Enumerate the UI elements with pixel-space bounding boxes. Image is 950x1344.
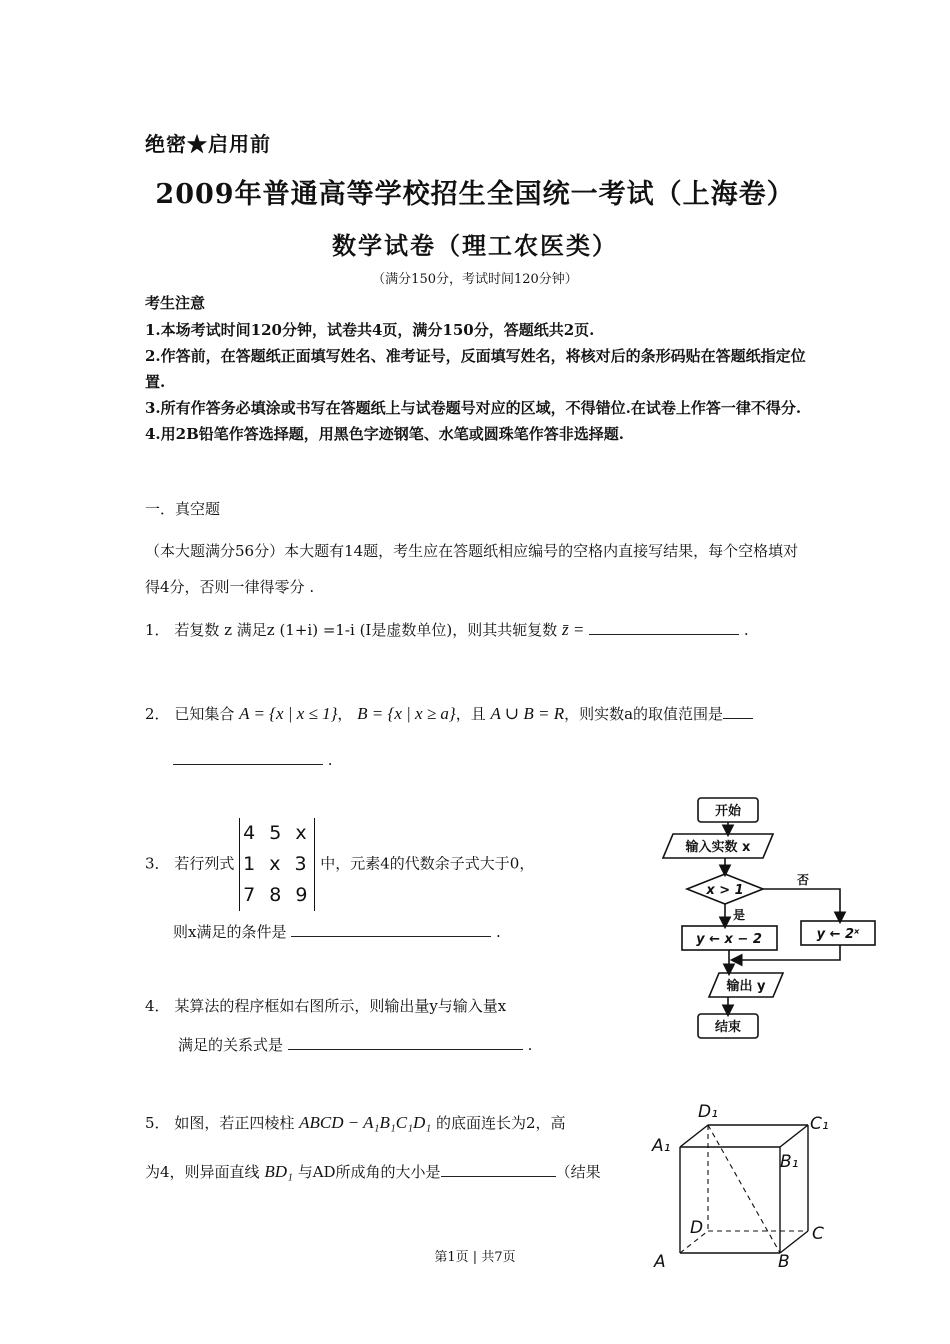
- flowchart-diagram: [655, 792, 885, 1047]
- page-footer: 第1页 | 共7页: [434, 1250, 516, 1265]
- vertex-c: C: [812, 1224, 824, 1244]
- math-set-b: B = {x | x ≥ a}: [357, 704, 456, 723]
- flow-output-label: 输出 y: [726, 979, 766, 994]
- question-end: .: [527, 1036, 533, 1054]
- det-row: 1 x 3: [243, 853, 311, 875]
- notice-item: 3.所有作答务必填涂或书写在答题纸上与试卷题号对应的区域，不得错位.在试卷上作答一律不得分.: [145, 399, 802, 417]
- math-conjugate: z̄ =: [561, 620, 585, 639]
- vertex-b1: B₁: [780, 1152, 799, 1172]
- question-5-cont: [145, 1160, 601, 1182]
- question-text: 则x满足的条件是: [173, 923, 287, 941]
- secret-label: 绝密★启用前: [145, 132, 271, 156]
- question-text: 如图，若正四棱柱: [174, 1114, 295, 1132]
- question-text: 某算法的程序框如右图所示，则输出量y与输入量x: [174, 997, 507, 1015]
- question-text: 与AD所成角的大小是: [297, 1163, 441, 1181]
- answer-blank[interactable]: [441, 1160, 556, 1177]
- question-text: 的底面连长为2，高: [435, 1114, 566, 1132]
- flow-no-branch-label: y ← 2ˣ: [816, 927, 860, 942]
- exam-subtitle: 数学试卷（理工农医类）: [332, 231, 618, 260]
- vertex-c1: C₁: [810, 1114, 829, 1134]
- vertex-d1: D₁: [698, 1102, 718, 1122]
- answer-blank[interactable]: [589, 618, 739, 635]
- question-text: （结果: [555, 1163, 601, 1181]
- flow-end-label: 结束: [714, 1020, 742, 1035]
- question-4-cont: [178, 1033, 532, 1055]
- math-union: A ∪ B = R: [490, 704, 565, 723]
- separator: ，: [337, 705, 353, 723]
- det-row: 4 5 x: [243, 822, 311, 844]
- edge: [780, 1125, 808, 1147]
- math-prism: ABCD − A₁B₁C₁D₁: [299, 1113, 432, 1132]
- section-intro: （本大题满分56分）本大题有14题，考生应在答题纸相应编号的空格内直接写结果，每个空格填对得4分，否则一律得零分 .: [145, 542, 799, 596]
- flow-yes-label: 是: [733, 908, 746, 922]
- edge: [680, 1125, 708, 1147]
- question-text: 若复数 z 满足z (1+i) =1-i (I是虚数单位)，则其共轭复数: [174, 621, 558, 639]
- flow-yes-branch-label: y ← x − 2: [696, 932, 762, 947]
- determinant: [239, 818, 315, 911]
- notice-item: 4.用2B铅笔作答选择题，用黑色字迹钢笔、水笔或圆珠笔作答非选择题.: [145, 425, 624, 443]
- question-4: [145, 995, 506, 1016]
- question-text: ，且: [455, 705, 486, 723]
- flow-arrow: [763, 889, 840, 921]
- question-text: 满足的关系式是: [178, 1036, 284, 1054]
- diagonal-bd1: [708, 1125, 780, 1253]
- question-text: 已知集合: [174, 705, 235, 723]
- question-3-cont: [173, 920, 501, 942]
- answer-blank[interactable]: [288, 1033, 523, 1050]
- question-2: [145, 702, 753, 724]
- question-5: [145, 1112, 566, 1133]
- question-text: 中，元素4的代数余子式大于0，: [320, 854, 535, 873]
- flow-input-label: 输入实数 x: [685, 840, 751, 855]
- question-3: [145, 818, 534, 911]
- question-number: 1．: [145, 621, 170, 639]
- question-number: 5．: [145, 1114, 170, 1132]
- answer-blank[interactable]: [723, 702, 753, 719]
- question-text: 为4，则异面直线: [145, 1163, 260, 1181]
- question-1: [145, 618, 749, 640]
- vertex-a: A: [654, 1252, 666, 1271]
- vertex-d: D: [690, 1218, 704, 1238]
- notice-heading: 考生注意: [145, 294, 206, 312]
- notice-item: 2.作答前，在答题纸正面填写姓名、准考证号，反面填写姓名，将核对后的条形码贴在答题纸指定位置.: [145, 347, 806, 391]
- prism-diagram: [650, 1095, 840, 1271]
- section-title: 一．真空题: [145, 500, 221, 518]
- vertex-b: B: [778, 1252, 790, 1271]
- notice-list: [145, 317, 810, 447]
- question-2-cont: [173, 748, 333, 769]
- question-text: ，则实数a的取值范围是: [564, 705, 724, 723]
- question-end: .: [743, 621, 749, 639]
- flow-cond-label: x > 1: [706, 883, 744, 898]
- exam-meta: （满分150分，考试时间120分钟）: [372, 272, 578, 287]
- question-end: .: [327, 751, 333, 769]
- answer-blank[interactable]: [291, 920, 491, 937]
- det-row: 7 8 9: [243, 884, 312, 906]
- question-end: .: [496, 923, 501, 941]
- question-text: 若行列式: [174, 854, 235, 873]
- math-set-a: A = {x | x ≤ 1}: [239, 704, 338, 723]
- notice-item: 1.本场考试时间120分钟，试卷共4页，满分150分，答题纸共2页.: [145, 321, 595, 339]
- question-number: 2．: [145, 705, 170, 723]
- exam-title: 2009年普通高等学校招生全国统一考试（上海卷）: [155, 179, 795, 210]
- question-number: 3．: [145, 854, 170, 873]
- question-number: 4．: [145, 997, 170, 1015]
- flow-no-label: 否: [797, 873, 810, 887]
- answer-blank[interactable]: [173, 748, 323, 765]
- flow-start-label: 开始: [714, 804, 742, 819]
- vertex-a1: A₁: [652, 1136, 671, 1156]
- flow-arrow: [733, 945, 840, 960]
- math-line: BD₁: [264, 1162, 293, 1181]
